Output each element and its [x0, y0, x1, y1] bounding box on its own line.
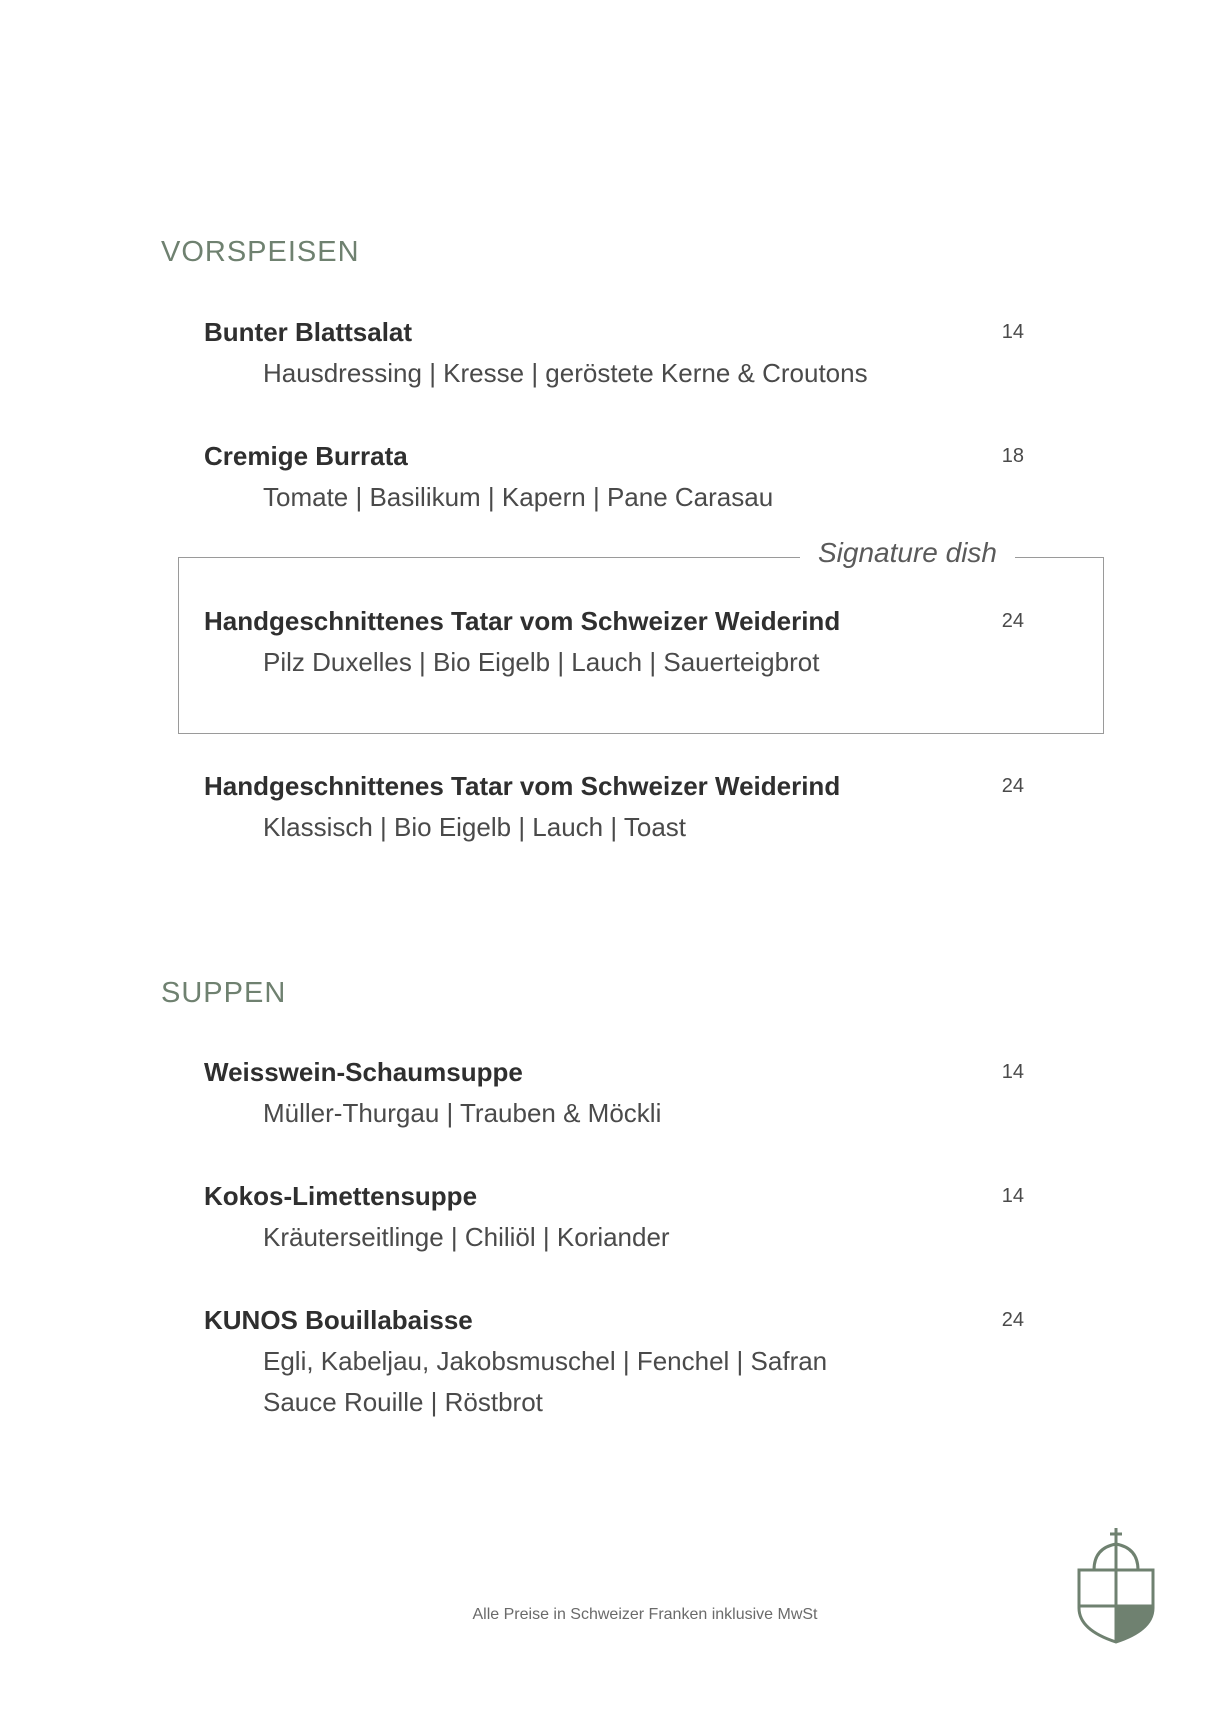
- menu-item-kokos-limettensuppe: [204, 1179, 1024, 1258]
- item-name: Handgeschnittenes Tatar vom Schweizer Weiderind: [204, 771, 841, 801]
- section-title-suppen: SUPPEN: [161, 977, 287, 1009]
- item-name: Cremige Burrata: [204, 441, 408, 471]
- menu-item-bouillabaisse: [204, 1303, 1024, 1423]
- item-price: 14: [1001, 321, 1024, 343]
- item-description: Tomate | Basilikum | Kapern | Pane Carasau: [263, 482, 774, 512]
- section-title-vorspeisen: VORSPEISEN: [161, 236, 360, 268]
- item-name: Handgeschnittenes Tatar vom Schweizer Weiderind: [204, 606, 841, 636]
- item-description: Pilz Duxelles | Bio Eigelb | Lauch | Sauerteigbrot: [263, 647, 820, 677]
- item-description: Kräuterseitlinge | Chiliöl | Koriander: [263, 1222, 670, 1252]
- item-price: 18: [1001, 445, 1024, 467]
- item-price: 14: [1001, 1185, 1024, 1207]
- item-name: KUNOS Bouillabaisse: [204, 1305, 473, 1335]
- menu-item-blattsalat: [204, 315, 1024, 394]
- signature-dish-label: Signature dish: [800, 537, 1015, 569]
- menu-item-tatar-signature: [204, 604, 1024, 683]
- item-name: Weisswein-Schaumsuppe: [204, 1057, 523, 1087]
- item-description-line-2: Sauce Rouille | Röstbrot: [263, 1387, 543, 1417]
- price-footnote: Alle Preise in Schweizer Franken inklusive MwSt: [472, 1606, 818, 1623]
- item-description: Klassisch | Bio Eigelb | Lauch | Toast: [263, 812, 687, 842]
- menu-item-weisswein-schaumsuppe: [204, 1055, 1024, 1134]
- item-description: Egli, Kabeljau, Jakobsmuschel | Fenchel | Safran: [263, 1346, 828, 1376]
- item-description: Müller-Thurgau | Trauben & Möckli: [263, 1098, 662, 1128]
- menu-item-burrata: [204, 439, 1024, 518]
- item-description: Hausdressing | Kresse | geröstete Kerne & Croutons: [263, 358, 868, 388]
- item-price: 24: [1001, 775, 1024, 797]
- crest-icon: [1076, 1526, 1156, 1644]
- item-price: 14: [1001, 1061, 1024, 1083]
- item-price: 24: [1001, 610, 1024, 632]
- item-price: 24: [1001, 1309, 1024, 1331]
- menu-item-tatar-classic: [204, 769, 1024, 848]
- item-name: Bunter Blattsalat: [204, 317, 413, 347]
- item-name: Kokos-Limettensuppe: [204, 1181, 478, 1211]
